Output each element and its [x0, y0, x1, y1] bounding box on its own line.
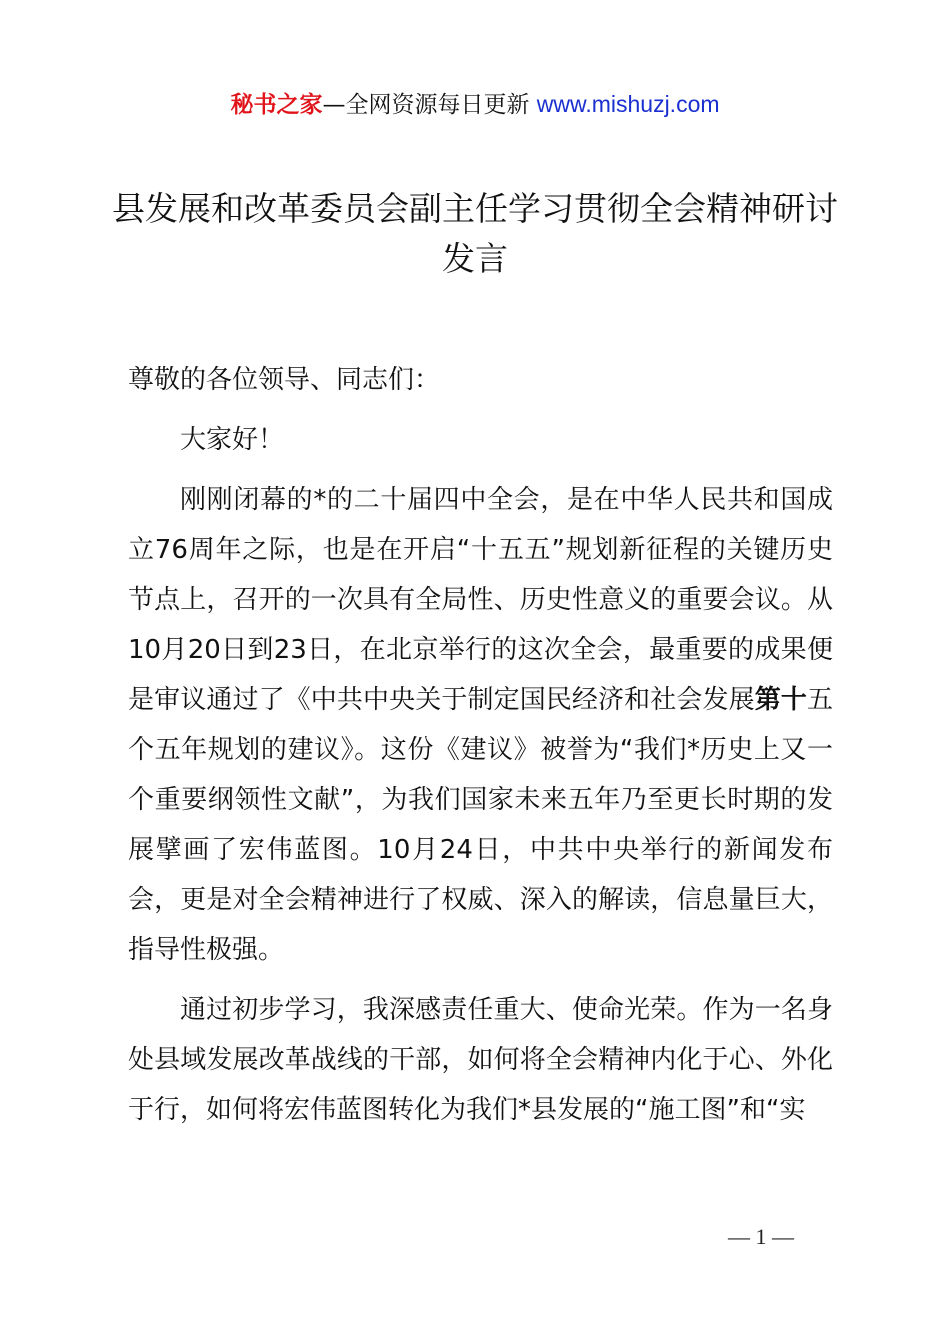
site-slogan: —全网资源每日更新	[322, 92, 537, 118]
paragraph-1	[128, 475, 833, 975]
paragraph-1-text-a: 刚刚闭幕的*的二十届四中全会，是在中华人民共和国成立76周年之际，也是在开启“十五五”规划新征程的关键历史节点上，召开的一次具有全局性、历史性意义的重要会议。从10月20日到23日，在北京举行的这次全会，最重要的成果便是审议通过了《中共中央关于制定国民经济和社会发展	[128, 485, 833, 715]
site-header	[0, 88, 950, 121]
site-brand: 秘书之家	[230, 92, 323, 118]
paragraph-2: 通过初步学习，我深感责任重大、使命光荣。作为一名身处县域发展改革战线的干部，如何将全会精神内化于心、外化于行，如何将宏伟蓝图转化为我们*县发展的“施工图”和“实	[128, 995, 833, 1125]
paragraph-1-bold: 第十	[754, 685, 807, 715]
paragraph-1-text-b: 五个五年规划的建议》。这份《建议》被誉为“我们*历史上又一个重要纲领性文献”，为我们国家未来五年乃至更长时期的发展擘画了宏伟蓝图。10月24日，中共中央举行的新闻发布会，更是对全会精神进行了权威、深入的解读，信息量巨大，指导性极强。	[128, 685, 833, 965]
greeting: 大家好！	[180, 425, 285, 455]
document-title: 县发展和改革委员会副主任学习贯彻全会精神研讨发言	[112, 189, 838, 278]
document-body	[128, 355, 833, 1145]
page-number: — 1 —	[728, 1224, 794, 1249]
site-url-link[interactable]: www.mishuzj.com	[536, 91, 720, 117]
salutation: 尊敬的各位领导、同志们：	[128, 365, 441, 395]
